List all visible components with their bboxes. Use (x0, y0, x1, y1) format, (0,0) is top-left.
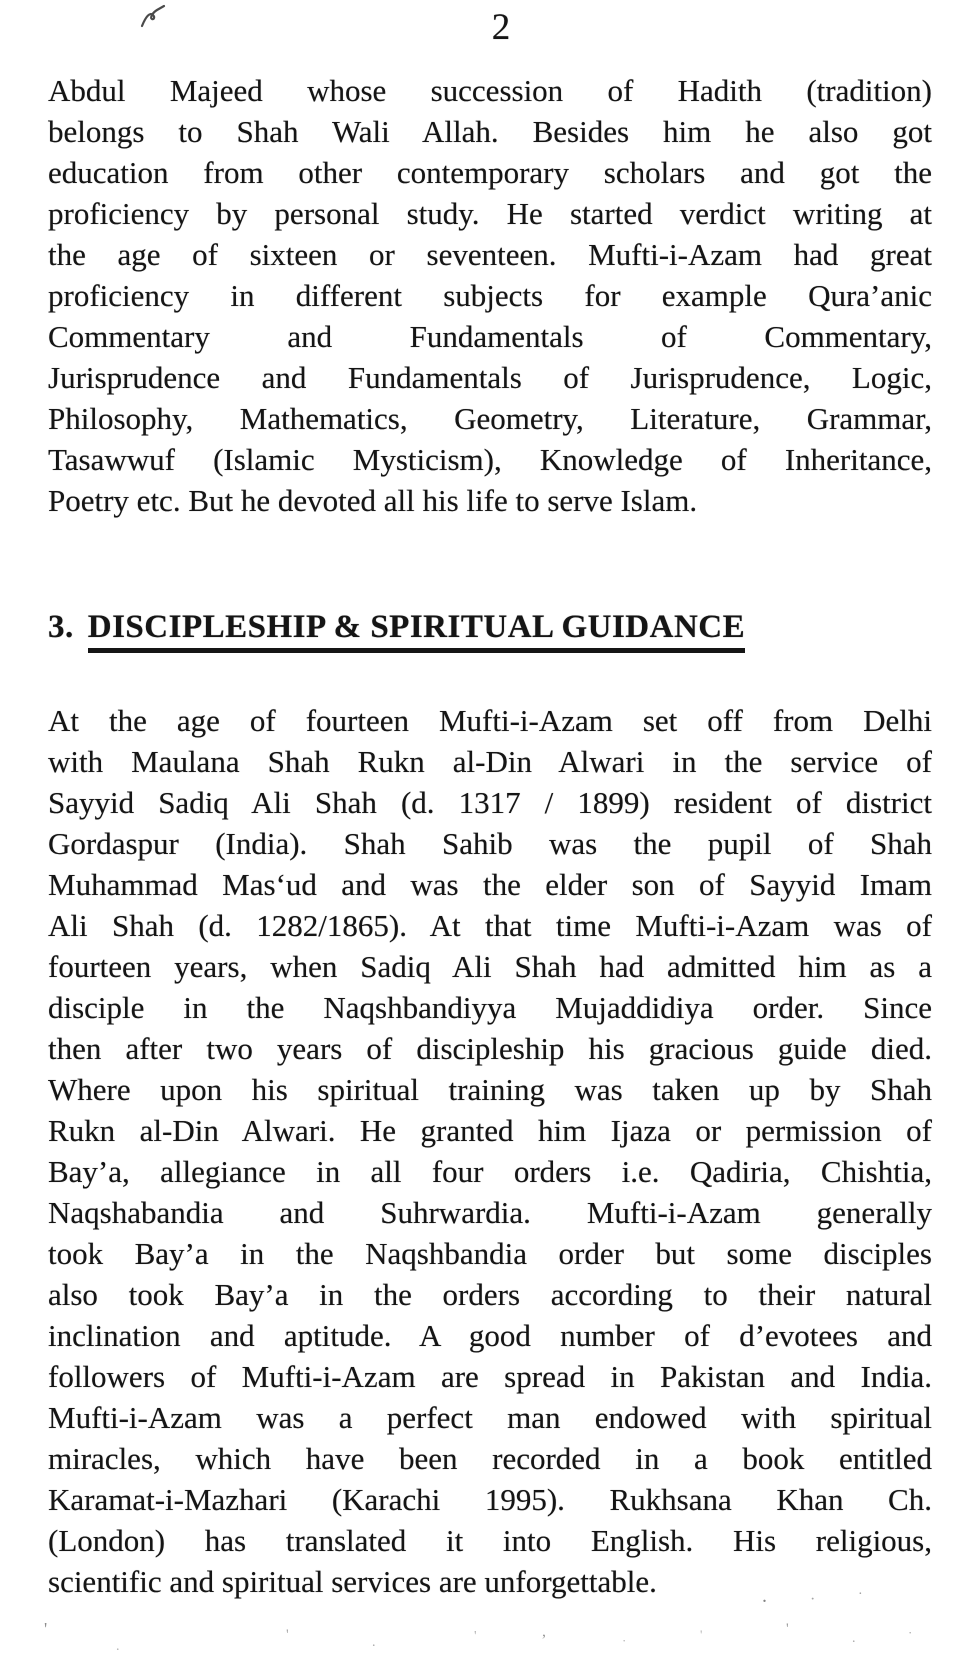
scan-speck: · (810, 1591, 816, 1608)
text-line: Rukn al-Din Alwari. He granted him Ijaza or permission of (48, 1113, 932, 1148)
page-content (48, 70, 932, 1602)
text-line: education from other contemporary scholars and got the (48, 155, 932, 190)
scan-speck: . (116, 1639, 120, 1654)
text-line: Jurisprudence and Fundamentals of Jurisprudence, Logic, (48, 360, 932, 395)
scan-speck: · (908, 1625, 913, 1640)
text-line: Commentary and Fundamentals of Commentary, (48, 319, 932, 354)
section-title: DISCIPLESHIP & SPIRITUAL GUIDANCE (88, 609, 745, 653)
scan-speck: ' (286, 1627, 289, 1643)
text-line: disciple in the Naqshbandiyya Mujaddidiya order. Since (48, 990, 932, 1025)
text-line: followers of Mufti-i-Azam are spread in Pakistan and India. (48, 1359, 932, 1394)
text-line: Poetry etc. But he devoted all his life to serve Islam. (48, 483, 698, 518)
text-line: miracles, which have been recorded in a book entitled (48, 1441, 932, 1476)
text-line: Mufti-i-Azam was a perfect man endowed with spiritual (48, 1400, 932, 1435)
paragraph-discipleship (48, 700, 932, 1602)
text-line: Abdul Majeed whose succession of Hadith (tradition) (48, 73, 932, 108)
scan-speck: . (852, 1631, 856, 1646)
text-line: with Maulana Shah Rukn al-Din Alwari in the service of (48, 744, 932, 779)
text-line: (London) has translated it into English. His religious, (48, 1523, 932, 1558)
text-line: Philosophy, Mathematics, Geometry, Literature, Grammar, (48, 401, 932, 436)
scan-speck: · (622, 1633, 627, 1648)
section-heading (48, 609, 932, 646)
paragraph-education (48, 70, 932, 521)
scan-speck: ' (474, 1629, 477, 1644)
text-line: then after two years of discipleship his gracious guide died. (48, 1031, 932, 1066)
text-line: Ali Shah (d. 1282/1865). At that time Mufti-i-Azam was of (48, 908, 932, 943)
text-line: took Bay’a in the Naqshbandia order but some disciples (48, 1236, 932, 1271)
section-number: 3. (48, 609, 74, 645)
text-line: Karamat-i-Mazhari (Karachi 1995). Rukhsana Khan Ch. (48, 1482, 932, 1517)
scan-speck: · (858, 1587, 863, 1602)
text-line: proficiency in different subjects for example Qura’anic (48, 278, 932, 313)
text-line: proficiency by personal study. He started verdict writing at (48, 196, 932, 231)
page-number: 2 (491, 7, 511, 48)
text-line: Naqshabandia and Suhrwardia. Mufti-i-Azam generally (48, 1195, 932, 1230)
text-line: Gordaspur (India). Shah Sahib was the pupil of Shah (48, 826, 932, 861)
text-line: also took Bay’a in the orders according to their natural (48, 1277, 932, 1312)
scan-speck: ' (700, 1627, 703, 1642)
text-line: fourteen years, when Sadiq Ali Shah had admitted him as a (48, 949, 932, 984)
text-line: inclination and aptitude. A good number of d’evotees and (48, 1318, 932, 1353)
scan-speck: ' (786, 1621, 789, 1637)
scan-speck: . (762, 1585, 767, 1607)
text-line: At the age of fourteen Mufti-i-Azam set off from Delhi (48, 703, 932, 738)
scan-speck: , (542, 1623, 546, 1640)
text-line: belongs to Shah Wali Allah. Besides him he also got (48, 114, 932, 149)
text-line: Bay’a, allegiance in all four orders i.e. Qadiria, Chishtia, (48, 1154, 932, 1189)
scan-speck: ' (44, 1619, 48, 1639)
text-line: Tasawwuf (Islamic Mysticism), Knowledge of Inheritance, (48, 442, 932, 477)
text-line: scientific and spiritual services are unforgettable. (48, 1564, 657, 1599)
text-line: Where upon his spiritual training was taken up by Shah (48, 1072, 932, 1107)
text-line: the age of sixteen or seventeen. Mufti-i-Azam had great (48, 237, 932, 272)
text-line: Sayyid Sadiq Ali Shah (d. 1317 / 1899) resident of district (48, 785, 932, 820)
scan-speck: . (372, 1635, 376, 1650)
text-line: Muhammad Mas‘ud and was the elder son of Sayyid Imam (48, 867, 932, 902)
